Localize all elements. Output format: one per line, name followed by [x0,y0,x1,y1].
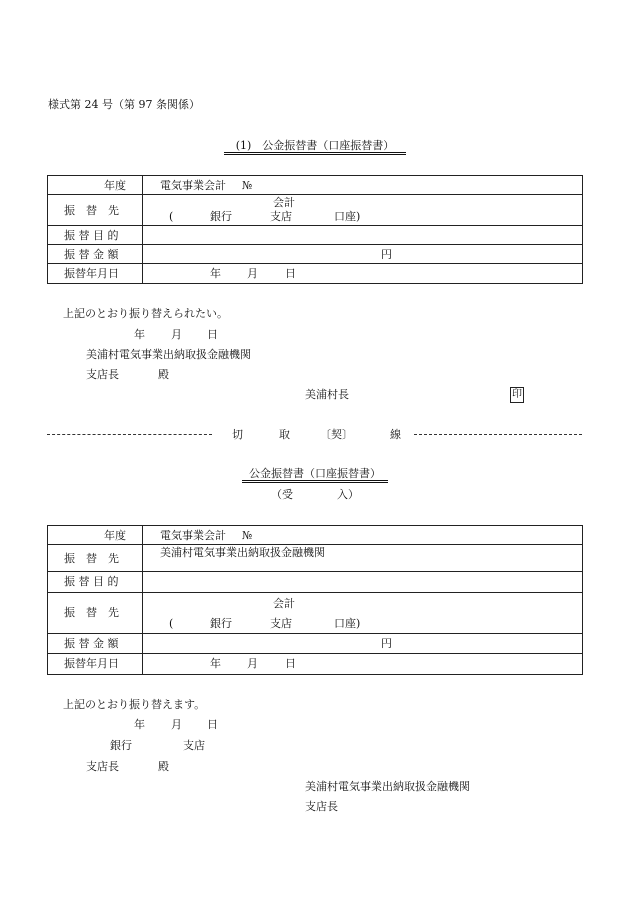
form2-day: 日 [285,657,296,670]
form2-year-label: 年度 [104,529,126,542]
form2-paren-open: ( [169,617,174,630]
form1-title-underline-2 [224,154,406,155]
form2-bank: 銀行 [110,739,132,752]
form1-date-year: 年 [134,328,145,341]
form1-month: 月 [247,267,258,280]
form2-dest-value: 美浦村電気事業出納取扱金融機関 [160,546,325,559]
form1-amount-label: 振 替 金 額 [64,248,119,261]
form1-mayor: 美浦村長 [305,388,349,401]
form2-date-month: 月 [171,718,182,731]
form2-honorific: 殿 [158,760,169,773]
form1-title: (1) 公金振替書（口座振替書） [235,139,395,152]
form1-date-month: 月 [171,328,182,341]
form2-accounting-name: 電気事業会計 [160,529,226,542]
form1-purpose-label: 振 替 目 的 [64,229,119,242]
form2-account-close: 口座) [334,617,361,630]
form2-date-label: 振替年月日 [64,657,119,670]
form1-no-label: № [242,179,253,192]
form2-no-label: № [242,529,253,542]
form2-bank: 銀行 [210,617,232,630]
form2-dest-label: 振 替 先 [64,552,119,565]
form1-date-label: 振替年月日 [64,267,119,280]
form2-dest2-label: 振 替 先 [64,606,119,619]
form1-branch-manager: 支店長 [86,368,119,381]
form1-bank: 銀行 [210,210,232,223]
cutline-take: 取 [279,428,290,441]
cut-line-right [414,434,582,435]
form2-purpose-label: 振 替 目 的 [64,575,119,588]
form2-body-text: 上記のとおり振り替えます。 [63,698,206,711]
form2-account-label: 会計 [273,597,295,610]
form1-date-day: 日 [207,328,218,341]
form2-title-underline [242,480,388,481]
form1-dest-label: 振 替 先 [64,204,119,217]
form2-date-day: 日 [207,718,218,731]
seal-mark: 印 [510,387,524,403]
form1-branch: 支店 [270,210,292,223]
form2-amount-label: 振 替 金 額 [64,637,119,650]
form-number: 様式第 24 号（第 97 条関係） [48,98,200,111]
cut-line-left [47,434,212,435]
form1-yen: 円 [381,248,392,261]
form2-subtitle: （受 入） [271,488,359,501]
form2-sign-institution: 美浦村電気事業出納取扱金融機関 [305,780,470,793]
form2-branch: 支店 [270,617,292,630]
form1-body-text: 上記のとおり振り替えられたい。 [63,307,228,320]
form2-title-underline-2 [242,482,388,483]
form1-account-close: 口座) [334,210,361,223]
cutline-bracket: 〔契〕 [320,428,353,441]
form2-yen: 円 [381,637,392,650]
form1-title-underline [224,152,406,153]
form2-sign-branch-manager: 支店長 [305,800,338,813]
form1-account-label: 会計 [273,196,295,209]
form2-title: 公金振替書（口座振替書） [249,467,381,480]
form1-accounting-name: 電気事業会計 [160,179,226,192]
form1-year-label: 年度 [104,179,126,192]
form2-branch-manager: 支店長 [86,760,119,773]
form2-year: 年 [210,657,221,670]
form2-month: 月 [247,657,258,670]
form1-institution: 美浦村電気事業出納取扱金融機関 [86,348,251,361]
form1-day: 日 [285,267,296,280]
cutline-line: 線 [390,428,401,441]
form2-branch: 支店 [183,739,205,752]
form1-paren-open: ( [169,210,174,223]
form1-honorific: 殿 [158,368,169,381]
cutline-cut: 切 [232,428,243,441]
form2-date-year: 年 [134,718,145,731]
form1-year: 年 [210,267,221,280]
